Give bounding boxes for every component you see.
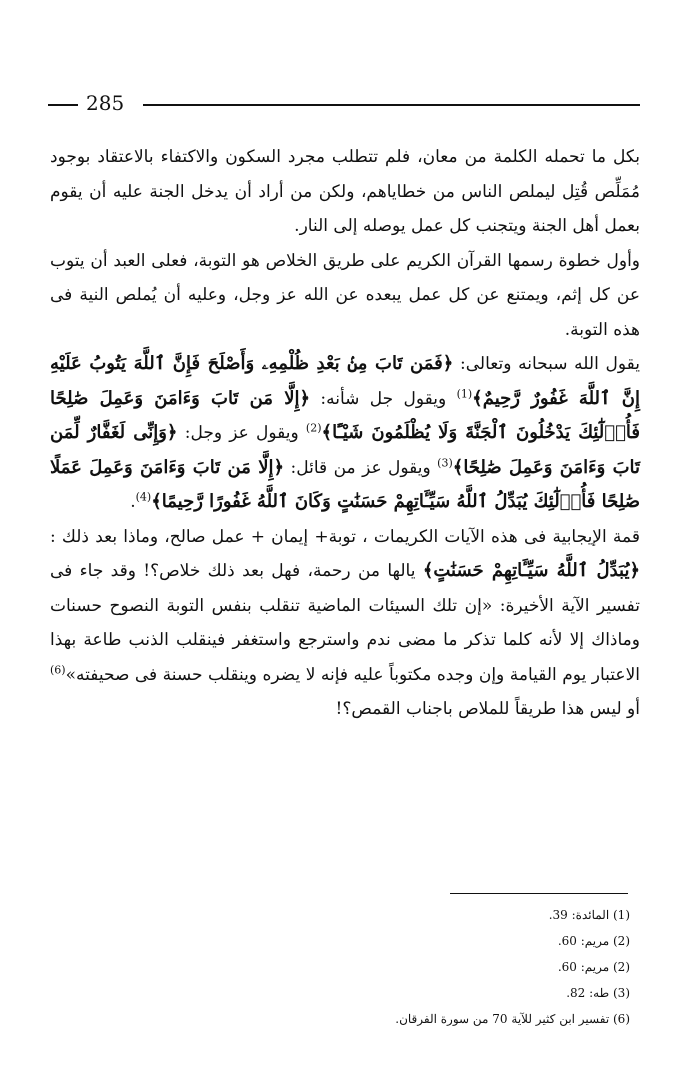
quran-verse: ﴿إِلَّا مَن تَابَ وَءَامَنَ وَعَمِلَ صَٰلِحًا فَأُو۟لَٰٓئِكَ يَدْخُلُونَ ٱلْجَنَّةَ وَلَا يُظْلَمُونَ شَيْـًٔا﴾ xyxy=(50,387,640,443)
footnote: (3) طه: 82. xyxy=(566,986,630,1000)
page-header xyxy=(48,88,640,118)
text-run: قمة الإيجابية فى هذه الآيات الكريمات ، توبة+ إيمان + عمل صالح، وماذا بعد ذلك : xyxy=(50,526,640,547)
paragraph xyxy=(50,244,640,348)
text-run: وأول خطوة رسمها القرآن الكريم على طريق الخلاص هو التوبة، فعلى العبد أن يتوب عن كل إثم، ويمتنع عن كل عمل يبعده عن الله عز وجل، وعليه أن يُملص النية فى هذه التوبة. xyxy=(50,250,640,340)
header-rule-right xyxy=(143,104,640,106)
text-run: يقول الله سبحانه وتعالى: xyxy=(453,354,640,374)
quran-verse: ﴿وَإِنِّى لَغَفَّارٌ لِّمَن تَابَ وَءَامَنَ وَعَمِلَ صَٰلِحًا﴾ xyxy=(50,422,641,478)
text-run: ويقول عز من قائل: xyxy=(284,457,438,478)
text-run: يالها من رحمة، فهل بعد ذلك خلاص؟! وقد جاء فى تفسير الآية الأخيرة: «إن تلك السيئات الماضية تنقلب بنفس التوبة النصوح حسنات وماذاك إلا لأنه كلما تذكر ما مضى ندم واسترجع واستغفر فينقلب الذنب طاعة بهذا الاعتبار يوم القيامة وإن وجده مكتوباً عليه فإنه لا يضره وينقلب حسنة فى صحيفته» xyxy=(50,561,640,685)
footnote: (2) مريم: 60. xyxy=(557,934,630,948)
text-run: بكل ما تحمله الكلمة من معان، فلم تتطلب مجرد السكون والاكتفاء بالاعتقاد بوجود مُمَلِّص قُتِل ليملص الناس من خطاياهم، ولكن من أراد أن يدخل الجنة عليه أن يقوم بعمل أهل الجنة ويتجنب كل عمل يوصله إلى النار. xyxy=(50,147,640,236)
paragraph xyxy=(50,140,640,244)
quran-verse: ﴿إِلَّا مَن تَابَ وَءَامَنَ وَعَمِلَ عَمَلًا صَٰلِحًا فَأُو۟لَٰٓئِكَ يُبَدِّلُ ٱللَّهُ سَيِّـَٔاتِهِمْ حَسَنَٰتٍ وَكَانَ ٱللَّهُ غَفُورًا رَّحِيمًا﴾ xyxy=(50,456,640,512)
paragraph xyxy=(50,347,640,520)
header-rule-left xyxy=(48,104,78,106)
footnotes xyxy=(330,902,630,1032)
footnote-ref: (1) xyxy=(456,386,473,400)
footnote-ref: (6) xyxy=(50,662,66,676)
footnote: (2) مريم: 60. xyxy=(557,960,630,974)
footnote-separator xyxy=(450,893,628,894)
footnote: (1) المائدة: 39. xyxy=(548,908,630,922)
footnote-ref: (4) xyxy=(135,490,152,504)
quran-verse: ﴿يُبَدِّلُ ٱللَّهُ سَيِّـَٔاتِهِمْ حَسَنَٰتٍ﴾ xyxy=(422,560,641,581)
footnote-ref: (3) xyxy=(437,455,453,469)
text-run: أو ليس هذا طريقاً للملاص باجناب القمص؟! xyxy=(335,699,640,719)
text-run: ويقول جل شأنه: xyxy=(310,388,457,409)
footnote: (6) تفسير ابن كثير للآية 70 من سورة الفرقان. xyxy=(395,1012,630,1026)
page-number: 285 xyxy=(86,91,125,115)
paragraph xyxy=(50,520,640,727)
quran-verse: ﴿فَمَن تَابَ مِنۢ بَعْدِ ظُلْمِهِۦ وَأَصْلَحَ فَإِنَّ ٱللَّهَ يَتُوبُ عَلَيْهِ إِنَّ ٱللَّهَ غَفُورٌ رَّحِيمٌ﴾ xyxy=(50,353,641,409)
body-text xyxy=(50,140,640,727)
text-run: . xyxy=(130,492,136,512)
footnote-ref: (2) xyxy=(305,421,322,435)
text-run: ويقول عز وجل: xyxy=(177,423,306,443)
